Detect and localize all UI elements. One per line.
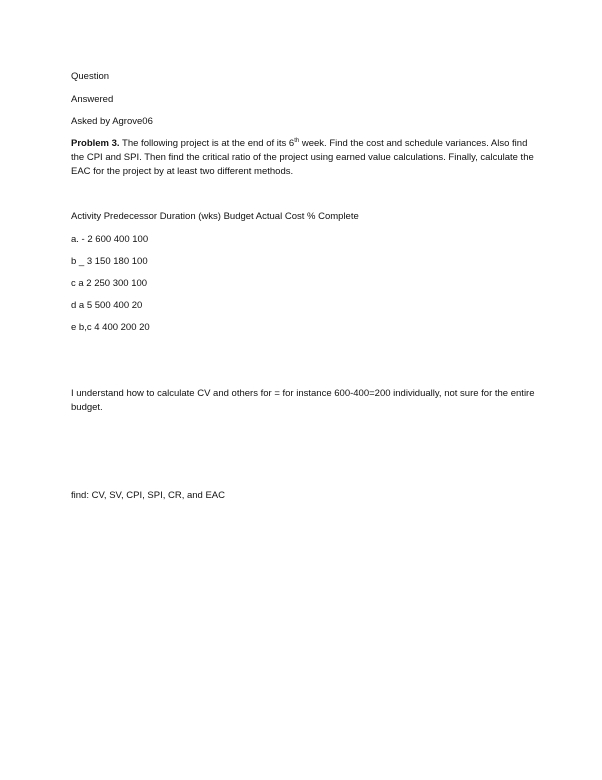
problem-text-end: week. Find the cost and schedule variances. Also find the CPI and SPI. Then find the critical ratio of the project using earned value calculations. Finally, calculate the EAC for the project by at least two different methods. (71, 138, 534, 177)
table-row: a. - 2 600 400 100 (71, 234, 149, 245)
question-label: Question (71, 71, 110, 82)
problem-text-start: The following project is at the end of its 6 (122, 138, 295, 149)
table-row: e b,c 4 400 200 20 (71, 322, 150, 333)
table-row: b _ 3 150 180 100 (71, 256, 148, 267)
status-label: Answered (71, 94, 114, 105)
asked-by: Asked by Agrove06 (71, 116, 153, 127)
ordinal-suffix: th (294, 137, 300, 144)
problem-heading: Problem 3. (71, 138, 120, 149)
asker-note: I understand how to calculate CV and others for = for instance 600-400=200 individually, not sure for the entire budget. (71, 388, 535, 413)
table-row: d a 5 500 400 20 (71, 300, 143, 311)
find-line: find: CV, SV, CPI, SPI, CR, and EAC (71, 490, 226, 501)
table-row: c a 2 250 300 100 (71, 278, 148, 289)
problem-statement (71, 137, 541, 179)
table-header: Activity Predecessor Duration (wks) Budget Actual Cost % Complete (71, 211, 359, 222)
